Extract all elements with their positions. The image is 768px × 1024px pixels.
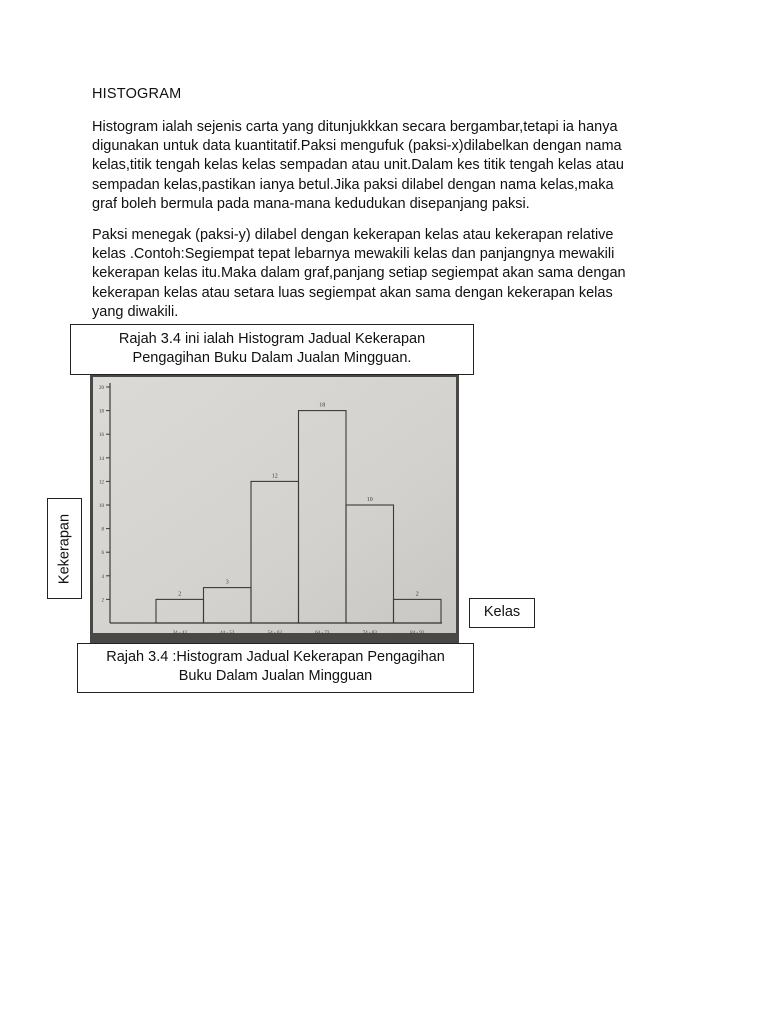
x-axis-label-box bbox=[469, 598, 535, 628]
caption-bottom-line: Rajah 3.4 :Histogram Jadual Kekerapan Pengagihan bbox=[106, 649, 445, 665]
caption-bottom-line: Buku Dalam Jualan Mingguan bbox=[178, 668, 373, 684]
bar-value-label: 2 bbox=[415, 591, 419, 598]
figure-caption-top bbox=[70, 324, 474, 375]
paragraph-2-line: Paksi menegak (paksi-y) dilabel dengan kekerapan kelas atau kekerapan relative bbox=[92, 227, 614, 243]
y-axis-label: Kekerapan bbox=[56, 513, 72, 584]
histogram-photo bbox=[90, 375, 459, 643]
paragraph-1-line: graf boleh bermula pada mana-mana kedudukan disepanjang paksi. bbox=[92, 195, 530, 212]
y-tick-label: 2 bbox=[101, 598, 104, 604]
x-tick-label: 74 - 83 bbox=[362, 631, 377, 636]
paragraph-2-line: yang diwakili. bbox=[92, 303, 179, 320]
figure-caption-bottom bbox=[77, 643, 474, 693]
paragraph-2 bbox=[92, 226, 692, 322]
y-tick-label: 10 bbox=[99, 504, 104, 509]
y-tick-label: 16 bbox=[99, 433, 104, 439]
paragraph-2-line: kelas .Contoh:Segiempat tepat lebarnya mewakili kelas dan panjangnya mewakili bbox=[92, 246, 615, 263]
x-axis-label: Kelas bbox=[483, 604, 521, 620]
x-tick-label: 54 - 63 bbox=[267, 631, 282, 636]
bar-value-label: 2 bbox=[178, 591, 182, 598]
paragraph-2-line: kekerapan kelas itu.Maka dalam graf,panjang setiap segiempat akan sama dengan bbox=[92, 265, 626, 282]
y-tick-label: 8 bbox=[101, 527, 104, 533]
paper-sheet bbox=[93, 377, 456, 633]
paragraph-2-line: kekerapan kelas atau setara luas segiempat akan sama dengan kekerapan kelas bbox=[92, 284, 613, 301]
y-tick-label: 20 bbox=[99, 386, 104, 391]
y-tick-label: 12 bbox=[99, 480, 104, 486]
paragraph-1-line: sempadan kelas,pastikan ianya betul.Jika paksi dilabel dengan nama kelas,maka bbox=[92, 176, 614, 193]
bar-value-label: 18 bbox=[319, 402, 326, 409]
x-tick-label: 64 - 73 bbox=[315, 631, 330, 636]
caption-top-line: Rajah 3.4 ini ialah Histogram Jadual Kekerapan bbox=[118, 331, 426, 347]
y-tick-label: 6 bbox=[101, 551, 104, 557]
bar-value-label: 12 bbox=[271, 473, 278, 480]
paragraph-1-line: Histogram ialah sejenis carta yang ditunjukkkan secara bergambar,tetapi ia hanya bbox=[92, 119, 618, 135]
y-tick-label: 18 bbox=[99, 409, 104, 415]
document-heading: HISTOGRAM bbox=[92, 86, 182, 102]
paragraph-1 bbox=[92, 118, 692, 214]
paragraph-1-line: digunakan untuk data kuantitatif.Paksi mengufuk (paksi-x)dilabelkan dengan nama bbox=[92, 138, 622, 155]
x-tick-label: 34 - 43 bbox=[172, 631, 187, 636]
bar-value-label: 3 bbox=[225, 579, 229, 586]
x-tick-label: 84 - 93 bbox=[410, 631, 425, 636]
y-tick-label: 14 bbox=[99, 456, 104, 462]
y-tick-label: 4 bbox=[101, 574, 104, 580]
y-axis-label-box bbox=[47, 498, 82, 599]
caption-top-line: Pengagihan Buku Dalam Jualan Mingguan. bbox=[132, 350, 412, 366]
bar-value-label: 10 bbox=[366, 497, 373, 503]
x-tick-label: 44 - 53 bbox=[220, 631, 235, 636]
paragraph-1-line: kelas,titik tengah kelas kelas sempadan atau unit.Dalam kes titik tengah kelas atau bbox=[92, 157, 624, 174]
